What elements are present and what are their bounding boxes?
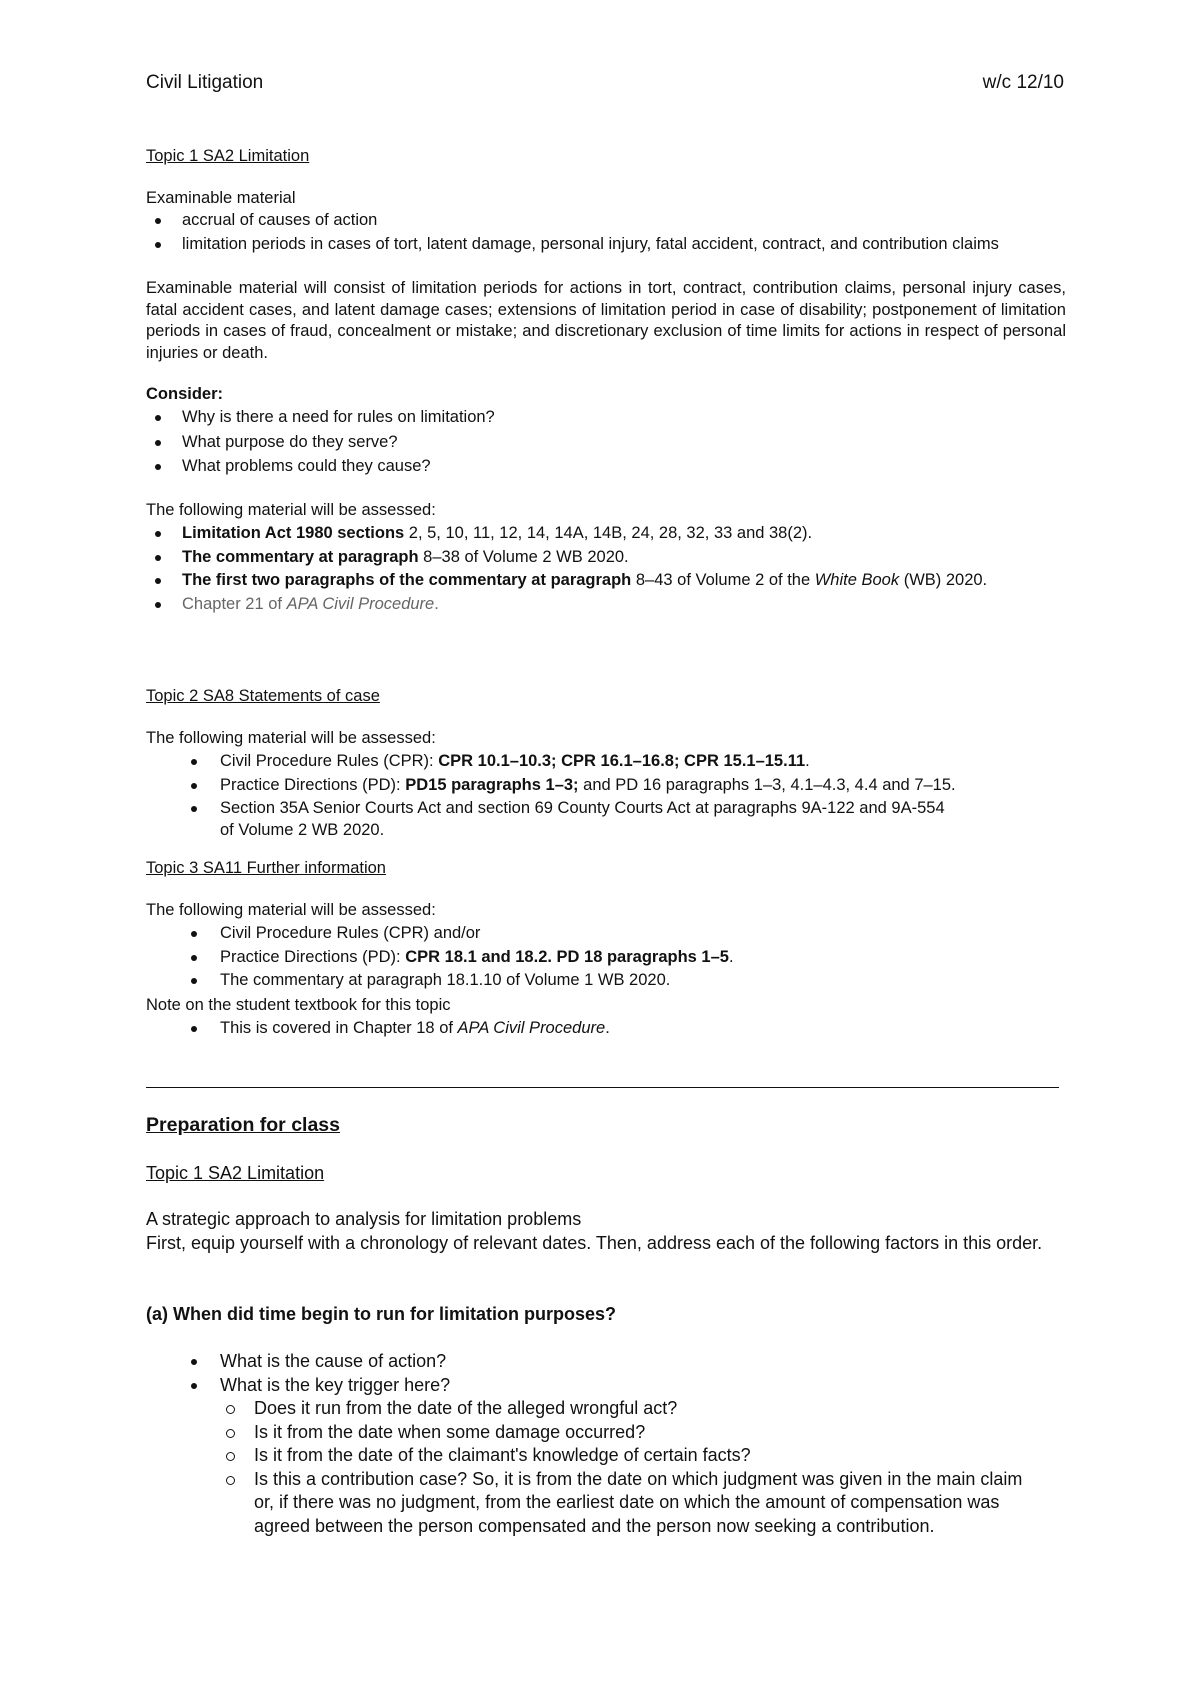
- list-item: Section 35A Senior Courts Act and section 69 County Courts Act at paragraphs 9A-122 and 9A-554 of Volume 2 WB 2020.: [146, 798, 1046, 841]
- item-text: This is covered in Chapter 18 of: [220, 1019, 458, 1037]
- topic3-assessed-intro: The following material will be assessed:: [146, 901, 436, 919]
- textbook-note: Note on the student textbook for this topic: [146, 996, 451, 1014]
- approach-text: First, equip yourself with a chronology of relevant dates. Then, address each of the following factors in this order.: [146, 1233, 1043, 1253]
- topic1-heading: Topic 1 SA2 Limitation: [146, 147, 310, 165]
- item-text: Practice Directions (PD):: [220, 947, 406, 966]
- list-item: [146, 1018, 1046, 1040]
- item-italic: White Book: [814, 571, 900, 589]
- item-italic: APA Civil Procedure: [286, 594, 435, 613]
- item-text: .: [434, 594, 439, 613]
- textbook-note-list: [146, 1018, 1046, 1040]
- item-text: and PD 16 paragraphs 1–3, 4.1–4.3, 4.4 and 7–15.: [578, 775, 956, 794]
- approach-title: A strategic approach to analysis for limitation problems: [146, 1209, 582, 1229]
- list-item: [146, 775, 1046, 797]
- list-item: [146, 570, 1046, 592]
- list-item: [146, 523, 1046, 545]
- item-bold: Limitation Act 1980 sections: [182, 524, 405, 542]
- topic2-heading: Topic 2 SA8 Statements of case: [146, 687, 380, 705]
- item-text: (WB) 2020.: [899, 571, 988, 589]
- examinable-title: Examinable material: [146, 189, 296, 207]
- list-item: The commentary at paragraph 18.1.10 of Volume 1 WB 2020.: [146, 970, 1046, 992]
- list-item: What problems could they cause?: [146, 456, 1066, 478]
- item-text: Practice Directions (PD):: [220, 775, 406, 794]
- list-item: [146, 947, 1046, 969]
- assessed-intro: The following material will be assessed:: [146, 501, 436, 519]
- list-item: [146, 547, 1046, 569]
- item-italic: APA Civil Procedure: [457, 1019, 606, 1037]
- list-item: limitation periods in cases of tort, latent damage, personal injury, fatal accident, contract, and contribution claims: [146, 234, 1066, 256]
- sub-list-item: Does it run from the date of the alleged wrongful act?: [146, 1397, 1066, 1421]
- sub-list-item: Is this a contribution case? So, it is from the date on which judgment was given in the main claim or, if there was no judgment, from the earliest date on which the amount of compensation was agreed between the person compensated and the person now seeking a contribution.: [146, 1468, 1066, 1539]
- topic3-heading: Topic 3 SA11 Further information: [146, 859, 386, 877]
- item-text: 2, 5, 10, 11, 12, 14, 14A, 14B, 24, 28, 32, 33 and 38(2).: [404, 524, 813, 542]
- list-item: [146, 751, 1046, 773]
- list-item: accrual of causes of action: [146, 210, 1066, 232]
- item-text: 8–38 of Volume 2 WB 2020.: [418, 547, 629, 566]
- list-item: What purpose do they serve?: [146, 432, 1066, 454]
- item-bold: CPR 18.1 and 18.2. PD 18 paragraphs 1–5: [405, 947, 729, 966]
- item-bold: PD15 paragraphs 1–3;: [405, 775, 579, 794]
- topic3-list: [146, 923, 1046, 992]
- prep-title: Preparation for class: [146, 1114, 340, 1136]
- item-text: 8–43 of Volume 2 of the: [631, 571, 815, 589]
- header-title: Civil Litigation: [146, 72, 264, 93]
- list-item: What is the cause of action?: [146, 1350, 1066, 1374]
- assessed-list: [146, 523, 1046, 615]
- consider-title: Consider:: [146, 385, 224, 403]
- examinable-list: [146, 210, 1066, 255]
- item-text: .: [605, 1019, 610, 1037]
- question-a: (a) When did time begin to run for limitation purposes?: [146, 1304, 616, 1324]
- section-divider: [146, 1087, 1059, 1088]
- item-bold: The commentary at paragraph: [182, 547, 419, 566]
- header-week: w/c 12/10: [982, 72, 1064, 93]
- item-text: Civil Procedure Rules (CPR):: [220, 752, 439, 770]
- item-bold: The first two paragraphs of the commentary at paragraph: [182, 571, 632, 589]
- item-text: Chapter 21 of: [182, 594, 287, 613]
- consider-list: [146, 407, 1066, 478]
- item-bold: CPR 10.1–10.3; CPR 16.1–16.8; CPR 15.1–15.11: [438, 752, 806, 770]
- topic2-assessed-intro: The following material will be assessed:: [146, 729, 436, 747]
- prep-list: [146, 1350, 1066, 1538]
- examinable-paragraph: Examinable material will consist of limitation periods for actions in tort, contract, contribution claims, personal injury cases, fatal accident cases, and latent damage cases; extensions of limitation period in case of disability; postponement of limitation periods in cases of fraud, concealment or mistake; and discretionary exclusion of time limits for actions in respect of personal injuries or death.: [146, 279, 1066, 362]
- list-item: Civil Procedure Rules (CPR) and/or: [146, 923, 1046, 945]
- item-text: .: [728, 947, 734, 966]
- item-text: .: [805, 752, 810, 770]
- list-item: [146, 594, 1046, 616]
- sub-list-item: Is it from the date when some damage occurred?: [146, 1421, 1066, 1445]
- sub-list-item: Is it from the date of the claimant's knowledge of certain facts?: [146, 1444, 1066, 1468]
- list-item: Why is there a need for rules on limitation?: [146, 407, 1066, 429]
- prep-topic-heading: Topic 1 SA2 Limitation: [146, 1163, 325, 1183]
- topic2-list: [146, 751, 1046, 841]
- list-item: What is the key trigger here?: [146, 1374, 1066, 1398]
